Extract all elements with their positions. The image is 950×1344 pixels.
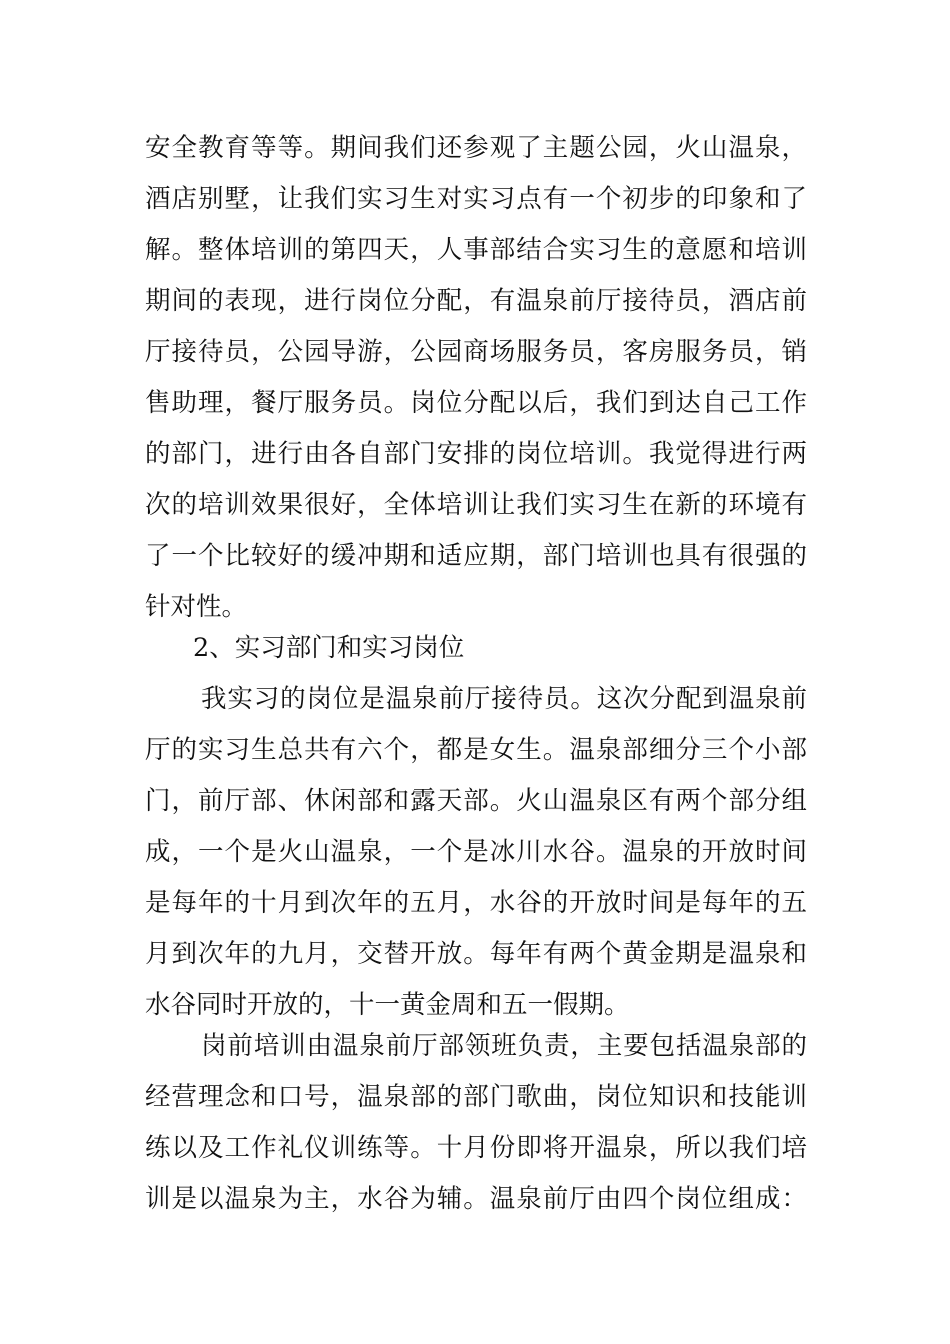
text-line: 了一个比较好的缓冲期和适应期，部门培训也具有很强的: [145, 541, 807, 571]
paragraph-training-overview: [145, 123, 807, 633]
text-line: 厅的实习生总共有六个，都是女生。温泉部细分三个小部: [145, 735, 807, 765]
text-line: 成，一个是火山温泉，一个是冰川水谷。温泉的开放时间: [145, 837, 807, 867]
text-line: 针对性。: [145, 592, 248, 622]
text-line: 月到次年的九月，交替开放。每年有两个黄金期是温泉和: [145, 939, 807, 969]
text-line: 练以及工作礼仪训练等。十月份即将开温泉，所以我们培: [145, 1133, 807, 1163]
text-line: 我实习的岗位是温泉前厅接待员。这次分配到温泉前: [201, 684, 807, 714]
text-line: 岗前培训由温泉前厅部领班负责，主要包括温泉部的: [201, 1031, 807, 1061]
text-line: 厅接待员，公园导游，公园商场服务员，客房服务员，销: [145, 337, 807, 367]
section-heading: [145, 623, 807, 674]
paragraph-pre-job-training: [145, 1021, 807, 1225]
text-line: 酒店别墅，让我们实习生对实习点有一个初步的印象和了: [145, 184, 807, 214]
text-line: 水谷同时开放的，十一黄金周和五一假期。: [145, 990, 630, 1020]
paragraph-department-position: [145, 674, 807, 1031]
text-line: 的部门，进行由各自部门安排的岗位培训。我觉得进行两: [145, 439, 807, 469]
text-line: 训是以温泉为主，水谷为辅。温泉前厅由四个岗位组成：: [145, 1184, 807, 1214]
text-line: 次的培训效果很好，全体培训让我们实习生在新的环境有: [145, 490, 807, 520]
text-line: 售助理，餐厅服务员。岗位分配以后，我们到达自己工作: [145, 388, 807, 418]
text-line: 解。整体培训的第四天，人事部结合实习生的意愿和培训: [145, 235, 807, 265]
text-line: 是每年的十月到次年的五月，水谷的开放时间是每年的五: [145, 888, 807, 918]
text-line: 门，前厅部、休闲部和露天部。火山温泉区有两个部分组: [145, 786, 807, 816]
text-line: 经营理念和口号，温泉部的部门歌曲，岗位知识和技能训: [145, 1082, 807, 1112]
text-line: 期间的表现，进行岗位分配，有温泉前厅接待员，酒店前: [145, 286, 807, 316]
text-line: 安全教育等等。期间我们还参观了主题公园，火山温泉，: [145, 133, 807, 163]
heading-text: 2、实习部门和实习岗位: [193, 633, 465, 663]
